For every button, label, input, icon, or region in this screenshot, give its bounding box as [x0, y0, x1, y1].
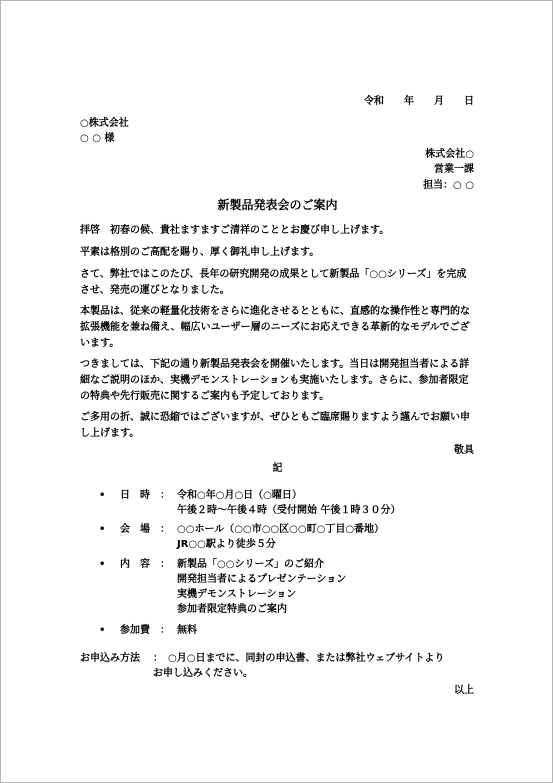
detail-colon: ： [160, 625, 170, 636]
detail-value-fee: 無料 [177, 625, 197, 636]
detail-colon: ： [160, 490, 170, 501]
application-text-2: お申し込みください。 [153, 668, 253, 679]
detail-label-datetime: 日 時 [120, 490, 150, 501]
detail-colon: ： [160, 559, 170, 570]
recipient-company: ○株式会社 [80, 118, 129, 129]
bullet-icon: • [99, 625, 106, 636]
application-label: お申込み方法 [80, 653, 140, 664]
paragraph-product: 本製品は、従来の軽量化技術をさらに進化させるとともに、直感的な操作性と専門的な拡張機能を兼ね備え、幅広いユーザー層のニーズにお応えできる革新的なモデルでございます。 [80, 306, 470, 349]
paragraph-thanks: 平素は格別のご高配を賜り、厚く御礼申し上げます。 [80, 247, 320, 258]
sender-department: 営業一課 [434, 164, 474, 175]
detail-colon: ： [160, 524, 170, 535]
detail-value-content-4: 参加者限定特典のご案内 [177, 604, 287, 615]
detail-value-venue-2: JR○○駅より徒歩５分 [177, 539, 276, 550]
detail-value-datetime-1: 令和○年○月○日（○曜日） [177, 490, 302, 501]
detail-value-venue-1: ○○ホール（○○市○○区○○町○丁目○番地） [177, 524, 385, 535]
detail-value-content-2: 開発担当者によるプレゼンテーション [177, 574, 347, 585]
bullet-icon: • [99, 490, 106, 501]
application-colon: ： [153, 653, 163, 664]
detail-value-content-3: 実機デモンストレーション [177, 589, 297, 600]
end-ijou: 以上 [454, 685, 474, 696]
paragraph-event: つきましては、下記の通り新製品発表会を開催いたします。当日は開発担当者による詳細なご説明のほか、実機デモンストレーションも実施いたします。さらに、参加者限定の特典や先行販売に関するご案内も予定しております。 [80, 359, 470, 402]
detail-label-content: 内 容 [120, 559, 150, 570]
application-text-1: ○月○日までに、同封の申込書、または弊社ウェブサイトより [168, 653, 445, 664]
sender-company: 株式会社○ [425, 149, 474, 160]
letter-title: 新製品発表会のご案内 [217, 198, 338, 212]
bullet-icon: • [99, 524, 106, 535]
detail-value-content-1: 新製品「○○シリーズ」のご紹介 [177, 559, 324, 570]
detail-label-fee: 参加費 [120, 625, 150, 636]
paragraph-greeting: 拝啓 初春の候、貴社ますますご清祥のこととお慶び申し上げます。 [80, 225, 390, 236]
bullet-icon: • [99, 559, 106, 570]
detail-label-venue: 会 場 [120, 524, 150, 535]
ki-heading: 記 [272, 463, 283, 474]
sender-person: 担当：○ ○ [423, 180, 474, 191]
letter-date: 令和 年 月 日 [364, 96, 474, 107]
recipient-name: ○ ○ 様 [80, 133, 115, 144]
closing-keigu: 敬具 [454, 445, 474, 456]
paragraph-announcement: さて、弊社ではこのたび、長年の研究開発の成果として新製品「○○シリーズ」を完成させ、発売の運びとなりました。 [80, 269, 467, 296]
detail-value-datetime-2: 午後２時〜午後４時（受付開始 午後１時３０分） [177, 505, 401, 516]
paragraph-request: ご多用の折、誠に恐縮ではございますが、ぜひともご臨席賜りますよう謹んでお願い申し上げます。 [80, 412, 470, 439]
